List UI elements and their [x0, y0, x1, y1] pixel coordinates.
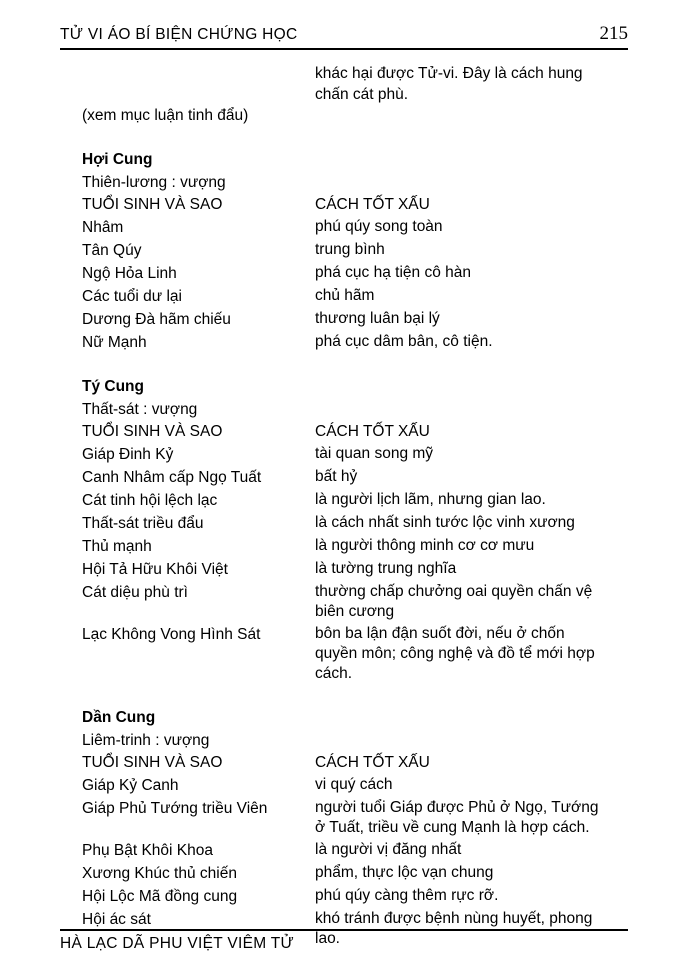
- row-condition: Hội ác sát: [82, 911, 151, 928]
- row-condition: Tân Qúy: [82, 242, 142, 259]
- row-outcome: phú qúy song toàn: [315, 218, 443, 235]
- row-condition: Hội Lộc Mã đồng cung: [82, 888, 238, 905]
- section-rows: [82, 217, 628, 353]
- footer-title: HÀ LẠC DÃ PHU VIỆT VIÊM TỬ: [60, 935, 295, 952]
- column-header-outcome: CÁCH TỐT XẤU: [315, 754, 430, 771]
- row-outcome: bôn ba lận đận suốt đời, nếu ở chốn quyền môn; công nghệ và đồ tể mới hợp cách.: [315, 625, 595, 682]
- table-row: [82, 332, 628, 353]
- column-header-row: [82, 194, 628, 215]
- book-title: TỬ VI ÁO BÍ BIỆN CHỨNG HỌC: [60, 26, 298, 43]
- table-row: [82, 263, 628, 284]
- row-condition: Thủ mạnh: [82, 538, 152, 555]
- column-header-ages: TUỔI SINH VÀ SAO: [82, 423, 223, 440]
- page-footer: [60, 929, 628, 953]
- table-row: [82, 886, 628, 907]
- section-subtitle: Thất-sát : vượng: [82, 401, 198, 418]
- row-condition: Nữ Mạnh: [82, 334, 147, 351]
- table-row: [82, 775, 628, 796]
- column-header-outcome: CÁCH TỐT XẤU: [315, 196, 430, 213]
- row-outcome: người tuổi Giáp được Phủ ở Ngọ, Tướng ở Tuất, triều về cung Mạnh là hợp cách.: [315, 799, 599, 836]
- page-header: [60, 23, 628, 50]
- row-outcome: phẩm, thực lộc vạn chung: [315, 864, 494, 881]
- sections-container: [82, 148, 628, 949]
- section-subtitle: Liêm-trinh : vượng: [82, 732, 210, 749]
- row-condition: Nhâm: [82, 219, 124, 236]
- section-title: Tý Cung: [82, 378, 144, 395]
- row-outcome: khó tránh được bệnh nùng huyết, phong lao.: [315, 910, 593, 947]
- row-condition: Giáp Đinh Kỷ: [82, 446, 174, 463]
- table-row: [82, 309, 628, 330]
- reference-note: (xem mục luận tinh đẩu): [82, 107, 249, 124]
- row-outcome: phá cục hạ tiện cô hàn: [315, 264, 471, 281]
- row-outcome: thương luân bại lý: [315, 310, 440, 327]
- row-outcome: chủ hãm: [315, 287, 375, 304]
- section-title: Hợi Cung: [82, 151, 153, 168]
- table-row: [82, 582, 628, 622]
- column-header-ages: TUỔI SINH VÀ SAO: [82, 196, 223, 213]
- page-body: [82, 63, 628, 951]
- row-outcome: trung bình: [315, 241, 385, 258]
- row-condition: Ngộ Hỏa Linh: [82, 265, 177, 282]
- section-rows: [82, 775, 628, 949]
- row-condition: Các tuổi dư lại: [82, 288, 182, 305]
- row-condition: Cát diệu phù trì: [82, 584, 188, 601]
- row-outcome: thường chấp chưởng oai quyền chấn vệ biên cương: [315, 583, 593, 620]
- column-header-row: [82, 752, 628, 773]
- row-condition: Dương Đà hãm chiếu: [82, 311, 231, 328]
- row-outcome: bất hỷ: [315, 468, 358, 485]
- table-row: [82, 559, 628, 580]
- row-condition: Cát tinh hội lệch lạc: [82, 492, 218, 509]
- page-number: 215: [599, 23, 628, 44]
- row-condition: Hội Tả Hữu Khôi Việt: [82, 561, 228, 578]
- row-condition: Lạc Không Vong Hình Sát: [82, 626, 261, 643]
- row-outcome: tài quan song mỹ: [315, 445, 434, 462]
- section-title: Dần Cung: [82, 709, 156, 726]
- cung-section: [82, 706, 628, 949]
- table-row: [82, 217, 628, 238]
- column-header-ages: TUỔI SINH VÀ SAO: [82, 754, 223, 771]
- table-row: [82, 444, 628, 465]
- row-condition: Thất-sát triều đẩu: [82, 515, 204, 532]
- row-outcome: là người lịch lãm, nhưng gian lao.: [315, 491, 546, 508]
- table-row: [82, 863, 628, 884]
- row-condition: Giáp Phủ Tướng triều Viên: [82, 800, 268, 817]
- table-row: [82, 490, 628, 511]
- section-rows: [82, 444, 628, 684]
- row-outcome: là người thông minh cơ cơ mưu: [315, 537, 535, 554]
- column-header-row: [82, 421, 628, 442]
- row-outcome: phú qúy càng thêm rực rỡ.: [315, 887, 499, 904]
- cung-section: [82, 148, 628, 353]
- row-condition: Xương Khúc thủ chiến: [82, 865, 237, 882]
- row-outcome: là người vị đăng nhất: [315, 841, 462, 858]
- row-outcome: phá cục dâm bân, cô tiện.: [315, 333, 493, 350]
- section-subtitle: Thiên-lương : vượng: [82, 174, 226, 191]
- table-row: [82, 840, 628, 861]
- cung-section: [82, 375, 628, 684]
- column-header-outcome: CÁCH TỐT XẤU: [315, 423, 430, 440]
- table-row: [82, 240, 628, 261]
- row-outcome: là cách nhất sinh tước lộc vinh xương: [315, 514, 575, 531]
- table-row: [82, 798, 628, 838]
- table-row: [82, 536, 628, 557]
- row-condition: Giáp Kỷ Canh: [82, 777, 179, 794]
- row-condition: Phụ Bật Khôi Khoa: [82, 842, 213, 859]
- continuation-paragraph: khác hại được Tử-vi. Đây là cách hung chấn cát phù.: [315, 65, 583, 103]
- row-outcome: là tường trung nghĩa: [315, 560, 457, 577]
- row-condition: Canh Nhâm cấp Ngọ Tuất: [82, 469, 262, 486]
- table-row: [82, 513, 628, 534]
- table-row: [82, 286, 628, 307]
- table-row: [82, 624, 628, 684]
- row-outcome: vi quý cách: [315, 776, 393, 793]
- table-row: [82, 467, 628, 488]
